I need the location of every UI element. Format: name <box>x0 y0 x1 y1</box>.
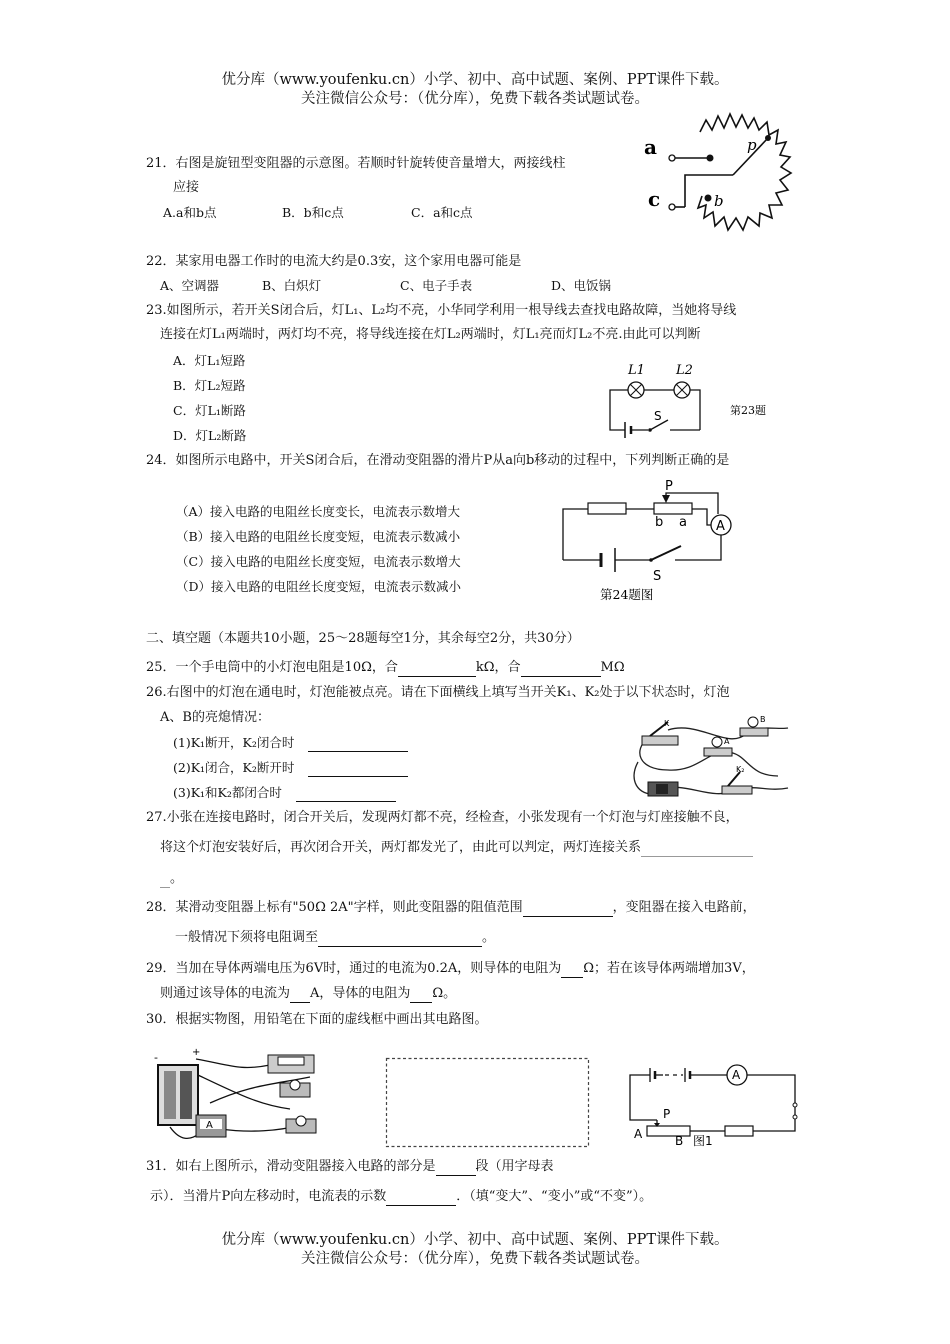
q24-option-c: （C）接入电路的电阻丝长度变短，电流表示数增大 <box>176 554 461 569</box>
q23-label-s: S <box>654 409 662 423</box>
q24-label-p: P <box>665 479 673 494</box>
q21-label-a: a <box>644 135 657 159</box>
q21-option-b: B．b和c点 <box>282 205 344 220</box>
q27-text: 将这个灯泡安装好后，再次闭合开关，两灯都发光了，由此可以判定，两灯连接关系 <box>160 840 642 855</box>
q21-label-b: b <box>714 192 724 210</box>
q24-option-b: （B）接入电路的电阻丝长度变短，电流表示数减小 <box>176 529 461 544</box>
q21-label-p: p <box>747 136 757 154</box>
fig31-label-p: P <box>663 1107 671 1121</box>
q27-stem-cont <box>160 839 753 857</box>
q30-physical-circuit-figure <box>150 1045 330 1145</box>
q26-blank-3[interactable] <box>296 787 396 802</box>
q30-plus-label: + <box>192 1047 201 1058</box>
q28-line-2 <box>175 929 495 947</box>
q25 <box>146 659 625 677</box>
q29-text-2: Ω；若在该导体两端增加3V， <box>583 961 755 976</box>
q29-text-5: Ω。 <box>432 986 457 1001</box>
q24-stem: 24．如图所示电路中，开关S闭合后，在滑动变阻器的滑片P从a向b移动的过程中，下列判断正确的是 <box>146 453 730 468</box>
q25-text-2: kΩ，合 <box>475 660 521 675</box>
q26-item-2 <box>173 759 408 777</box>
q26-item-3-text: (3)K₁和K₂都闭合时 <box>173 785 282 800</box>
footer-line-1: 优分库（www.youfenku.cn）小学、初中、高中试题、案例、PPT课件下载。 <box>221 1232 729 1248</box>
q24-option-a: （A）接入电路的电阻丝长度变长，电流表示数增大 <box>176 504 461 519</box>
q31-text-3: 示）．当滑片P向左移动时，电流表的示数 <box>150 1189 387 1204</box>
q29-line-2 <box>160 985 456 1003</box>
q24-label-b: b <box>655 515 664 530</box>
q27-end-text: 。 <box>170 871 184 886</box>
q31-text-2: 段（用字母表 <box>475 1159 554 1174</box>
q28-line-1 <box>146 899 756 917</box>
q21-label-c: c <box>648 187 661 211</box>
q27-blank-cont[interactable] <box>160 873 170 888</box>
q23-label-l1: L1 <box>628 363 645 378</box>
q21-rotary-resistor-figure <box>630 110 810 240</box>
fig31-circuit-figure <box>625 1065 805 1150</box>
q29-blank-1[interactable] <box>561 963 583 978</box>
q25-text-1: 25．一个手电筒中的小灯泡电阻是10Ω，合 <box>146 660 398 675</box>
q27-stem: 27.小张在连接电路时，闭合开关后，发现两灯都不亮，经检查，小张发现有一个灯泡与灯座接触不良， <box>146 810 739 825</box>
section-2-title: 二、填空题（本题共10小题，25～28题每空1分，其余每空2分，共30分） <box>146 631 580 646</box>
q26-item-1-text: (1)K₁断开，K₂闭合时 <box>173 735 295 750</box>
q28-blank-1[interactable] <box>523 902 613 917</box>
q26-blank-1[interactable] <box>308 737 408 752</box>
q21-option-a: A.a和b点 <box>163 205 217 220</box>
q26-label-b: B <box>760 715 766 724</box>
footer-line-2: 关注微信公众号：（优分库），免费下载各类试题试卷。 <box>301 1251 649 1267</box>
fig31-caption: 图1 <box>693 1134 713 1148</box>
q27-blank[interactable] <box>641 842 753 857</box>
q29-text-3: 则通过该导体的电流为 <box>160 986 291 1001</box>
q31-blank-2[interactable] <box>386 1191 456 1206</box>
header-line-2: 关注微信公众号：（优分库），免费下载各类试题试卷。 <box>301 91 649 107</box>
q25-blank-2[interactable] <box>521 662 601 677</box>
q26-stem-cont: A、B的亮熄情况： <box>160 710 270 725</box>
q24-option-d: （D）接入电路的电阻丝长度变短，电流表示数减小 <box>176 579 462 594</box>
q31-blank-1[interactable] <box>436 1161 476 1176</box>
q21-stem-cont: 应接 <box>173 180 200 195</box>
q26-stem: 26.右图中的灯泡在通电时，灯泡能被点亮。请在下面横线上填写当开关K₁、K₂处于以下状态时，灯泡 <box>146 685 730 700</box>
q21-stem: 21．右图是旋钮型变阻器的示意图。若顺时针旋转使音量增大，两接线柱 <box>146 156 566 171</box>
q22-stem: 22．某家用电器工作时的电流大约是0.3安，这个家用电器可能是 <box>146 254 522 269</box>
q22-option-c: C、电子手表 <box>400 278 473 293</box>
q26-label-k2: K₂ <box>736 765 745 774</box>
q31-text-1: 31．如右上图所示，滑动变阻器接入电路的部分是 <box>146 1159 436 1174</box>
q28-text-4: 。 <box>482 930 496 945</box>
q31-text-4: ．（填“变大”、“变小”或“不变”）。 <box>456 1189 653 1204</box>
q22-option-d: D、电饭锅 <box>551 278 612 293</box>
q26-label-a: A <box>724 737 730 746</box>
q23-label-l2: L2 <box>676 363 693 378</box>
q24-circuit-figure <box>555 480 755 605</box>
q24-caption: 第24题图 <box>600 587 654 602</box>
q23-option-b: B．灯L₂短路 <box>173 378 246 393</box>
q23-stem-cont: 连接在灯L₁两端时，两灯均不亮，将导线连接在灯L₂两端时，灯L₁亮而灯L₂不亮.由此可以判断 <box>160 327 701 342</box>
q29-blank-3[interactable] <box>410 988 432 1003</box>
q28-text-1: 28．某滑动变阻器上标有"50Ω 2A"字样，则此变阻器的阻值范围 <box>146 900 523 915</box>
q26-item-3 <box>173 784 396 802</box>
q23-caption: 第23题 <box>730 404 766 417</box>
q25-blank-1[interactable] <box>398 662 476 677</box>
q30-ammeter-label: A <box>206 1120 213 1131</box>
q26-apparatus-figure <box>628 710 808 802</box>
q23-circuit-figure <box>600 358 790 448</box>
q25-text-3: MΩ <box>600 660 625 675</box>
q29-blank-2[interactable] <box>290 988 310 1003</box>
fig31-label-a: A <box>634 1127 643 1141</box>
q31-line-1 <box>146 1158 554 1176</box>
q30-minus-label: - <box>154 1051 158 1064</box>
q29-text-1: 29．当加在导体两端电压为6V时，通过的电流为0.2A，则导体的电阻为 <box>146 961 562 976</box>
q26-label-k1: K <box>664 719 670 728</box>
q24-ammeter-label: A <box>716 519 725 534</box>
q23-option-d: D．灯L₂断路 <box>173 428 247 443</box>
q28-text-3: 一般情况下须将电阻调至 <box>175 930 319 945</box>
fig31-label-b: B <box>675 1134 684 1148</box>
q23-option-c: C．灯L₁断路 <box>173 403 246 418</box>
q22-option-b: B、白炽灯 <box>262 278 322 293</box>
q27-end <box>160 870 183 888</box>
q21-resistor-coil <box>698 114 791 230</box>
q31-line-2 <box>150 1188 652 1206</box>
q22-option-a: A、空调器 <box>160 278 220 293</box>
q26-item-1 <box>173 734 408 752</box>
q29-line-1 <box>146 960 755 978</box>
q23-option-a: A．灯L₁短路 <box>173 353 246 368</box>
fig31-ammeter-label: A <box>732 1068 741 1082</box>
q24-label-a: a <box>679 515 687 530</box>
q28-text-2: ，变阻器在接入电路前， <box>612 900 756 915</box>
q30-stem: 30．根据实物图，用铅笔在下面的虚线框中画出其电路图。 <box>146 1012 488 1027</box>
q21-option-c: C．a和c点 <box>411 205 473 220</box>
q26-blank-2[interactable] <box>308 762 408 777</box>
q28-blank-2[interactable] <box>318 932 482 947</box>
header-line-1: 优分库（www.youfenku.cn）小学、初中、高中试题、案例、PPT课件下载。 <box>221 72 729 88</box>
q23-stem: 23.如图所示，若开关S闭合后，灯L₁、L₂均不亮，小华同学利用一根导线去查找电路故障，当她将导线 <box>146 303 737 318</box>
q24-label-s: S <box>653 569 662 584</box>
q29-text-4: A，导体的电阻为 <box>310 986 411 1001</box>
q30-answer-box[interactable] <box>386 1058 590 1148</box>
q26-item-2-text: (2)K₁闭合，K₂断开时 <box>173 760 295 775</box>
